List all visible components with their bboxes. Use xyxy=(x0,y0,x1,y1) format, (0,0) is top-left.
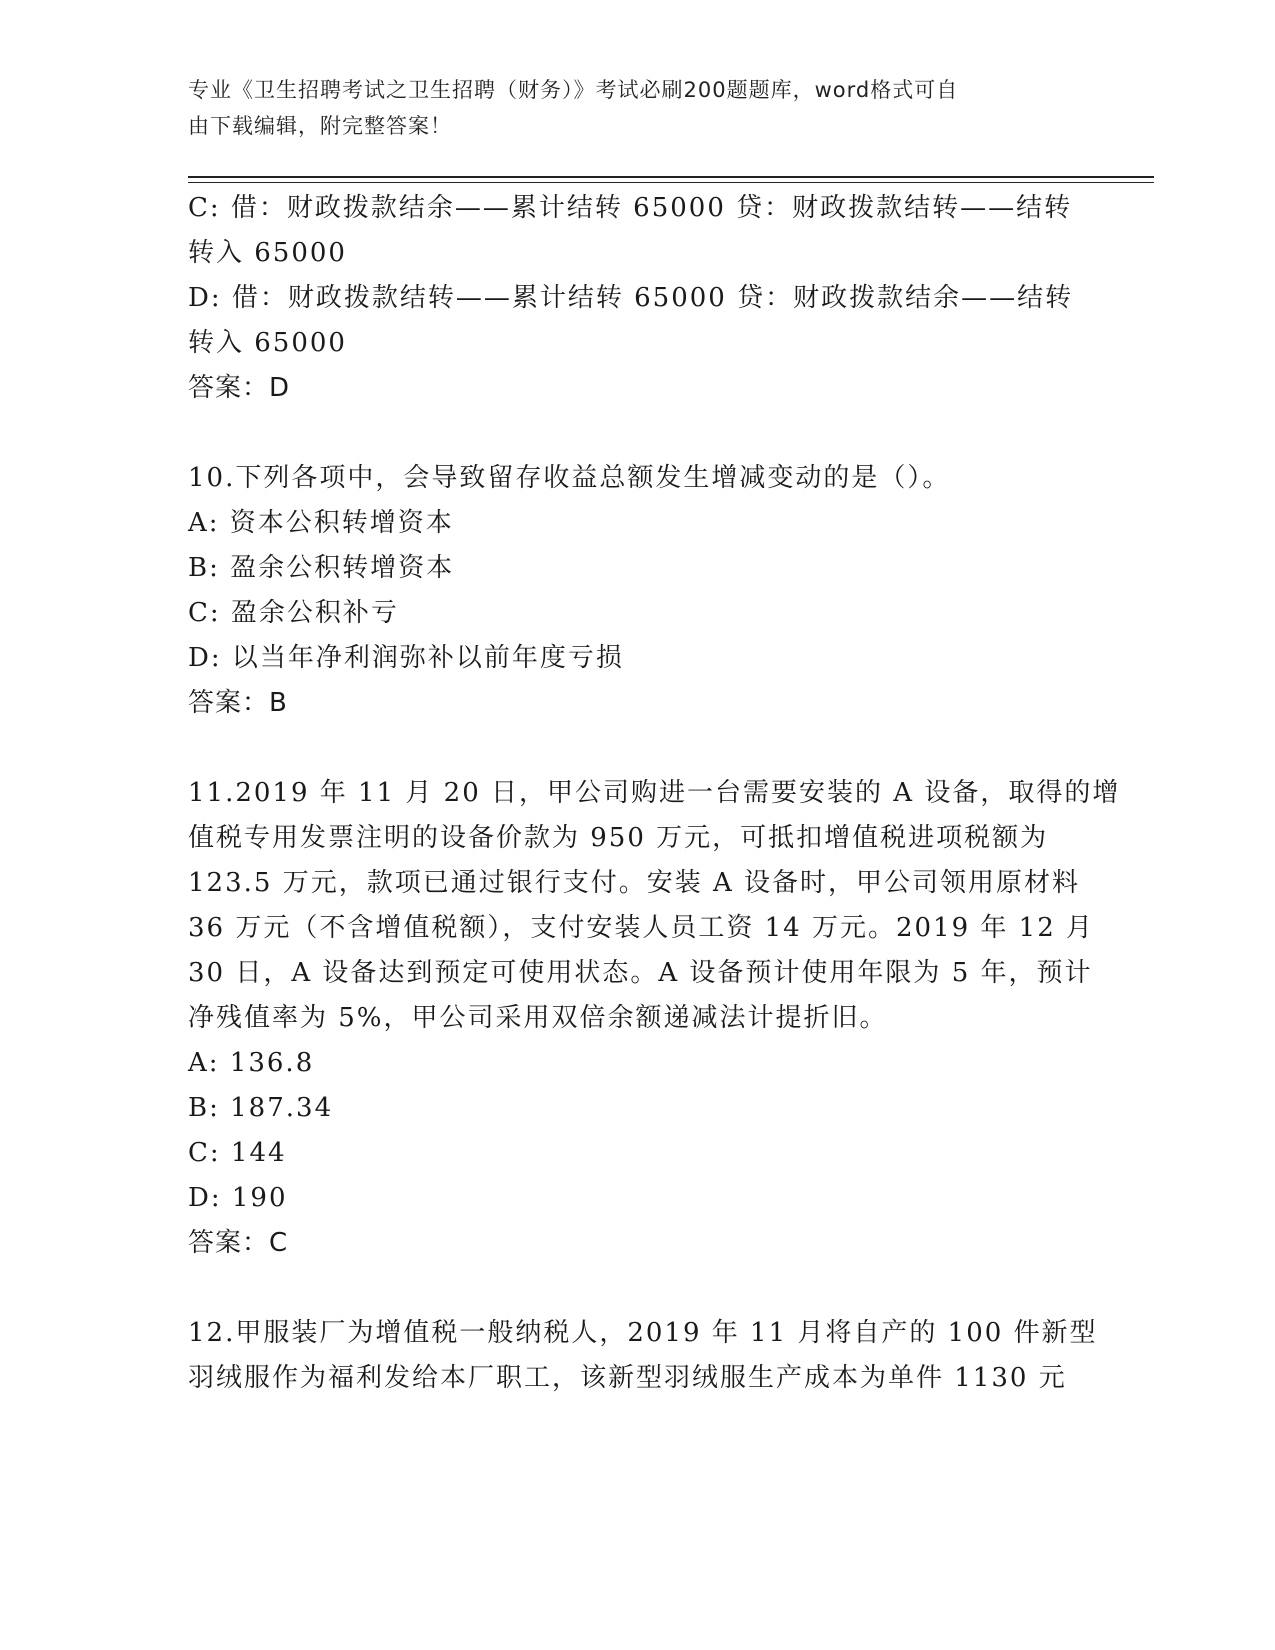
spacer xyxy=(188,1266,1088,1311)
option-c: C: 144 xyxy=(188,1138,287,1168)
answer-11: 答案：C xyxy=(188,1228,289,1258)
header-divider-thick xyxy=(188,176,1154,178)
question-stem-line-3: 123.5 万元，款项已通过银行支付。安装 A 设备时，甲公司领用原材料 xyxy=(188,868,1081,898)
option-d-line-2: 转入 65000 xyxy=(188,328,347,358)
question-9 xyxy=(188,186,1088,411)
option-d: D: 190 xyxy=(188,1183,288,1213)
question-stem-line-6: 净残值率为 5%，甲公司采用双倍余额递减法计提折旧。 xyxy=(188,1003,888,1033)
header-divider-thin xyxy=(188,182,1154,183)
answer-10: 答案：B xyxy=(188,688,288,718)
option-c: C: 盈余公积补亏 xyxy=(188,598,399,628)
document-header xyxy=(188,72,1068,144)
spacer xyxy=(188,726,1088,771)
question-stem-line-1: 11.2019 年 11 月 20 日，甲公司购进一台需要安装的 A 设备，取得的增 xyxy=(188,778,1121,808)
option-c-line-2: 转入 65000 xyxy=(188,238,347,268)
answer-9: 答案：D xyxy=(188,373,291,403)
header-line-1: 专业《卫生招聘考试之卫生招聘（财务）》考试必刷200题题库，word格式可自 xyxy=(188,78,959,102)
question-stem-line-2: 值税专用发票注明的设备价款为 950 万元，可抵扣增值税进项税额为 xyxy=(188,823,1049,853)
question-stem-line-2: 羽绒服作为福利发给本厂职工，该新型羽绒服生产成本为单件 1130 元 xyxy=(188,1363,1067,1393)
option-d-line-1: D: 借：财政拨款结转——累计结转 65000 贷：财政拨款结余——结转 xyxy=(188,283,1074,313)
option-a: A: 136.8 xyxy=(188,1048,315,1078)
question-stem: 10.下列各项中，会导致留存收益总额发生增减变动的是（）。 xyxy=(188,463,951,493)
question-stem-line-5: 30 日，A 设备达到预定可使用状态。A 设备预计使用年限为 5 年，预计 xyxy=(188,958,1093,988)
question-12 xyxy=(188,1311,1098,1401)
option-d: D: 以当年净利润弥补以前年度亏损 xyxy=(188,643,624,673)
document-body xyxy=(188,186,1121,1401)
question-stem-line-1: 12.甲服装厂为增值税一般纳税人，2019 年 11 月将自产的 100 件新型 xyxy=(188,1318,1098,1348)
option-b: B: 盈余公积转增资本 xyxy=(188,553,455,583)
question-stem-line-4: 36 万元（不含增值税额），支付安装人员工资 14 万元。2019 年 12 月 xyxy=(188,913,1095,943)
option-a: A: 资本公积转增资本 xyxy=(188,508,454,538)
header-line-2: 由下载编辑，附完整答案！ xyxy=(188,114,452,138)
question-10 xyxy=(188,456,1088,726)
option-b: B: 187.34 xyxy=(188,1093,334,1123)
option-c-line-1: C: 借：财政拨款结余——累计结转 65000 贷：财政拨款结转——结转 xyxy=(188,193,1073,223)
spacer xyxy=(188,411,1088,456)
question-11 xyxy=(188,771,1121,1266)
